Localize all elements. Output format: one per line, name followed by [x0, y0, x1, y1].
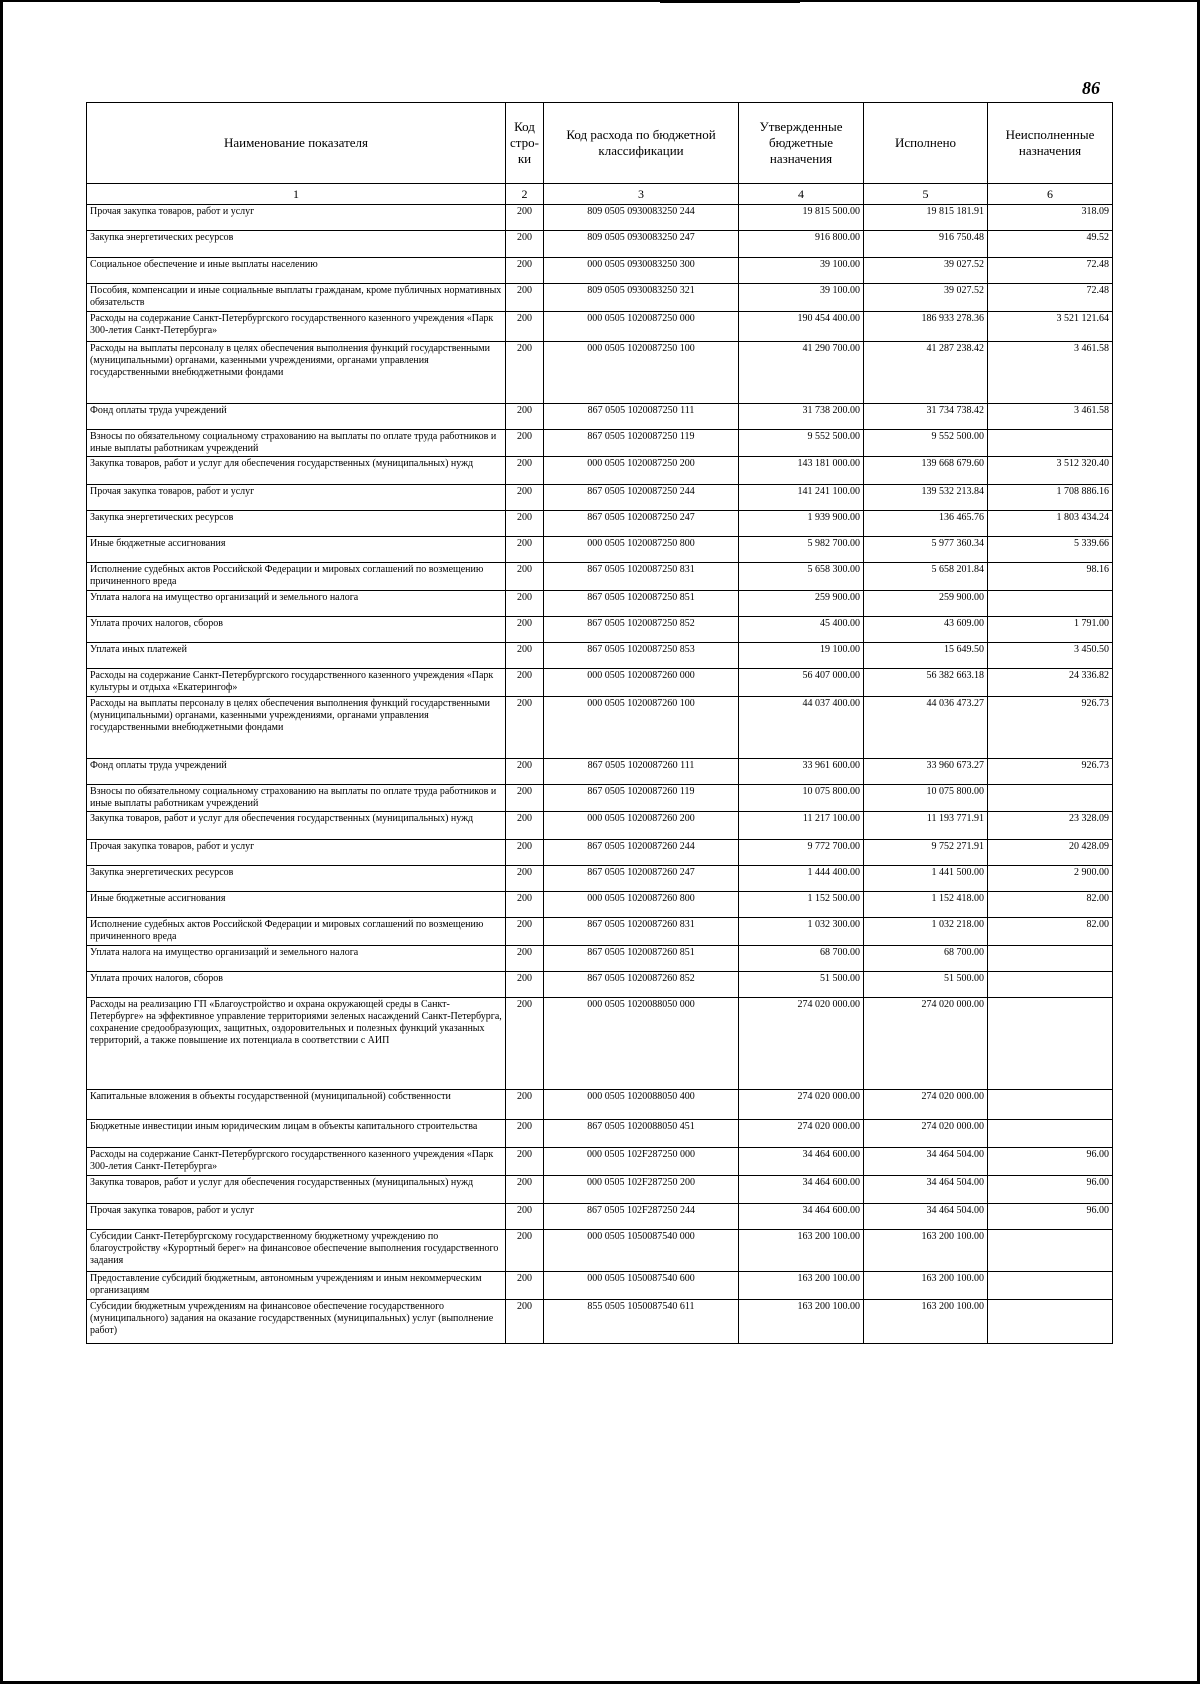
row-executed: 41 287 238.42	[864, 342, 988, 404]
table-row	[87, 643, 1113, 669]
row-line-code: 200	[506, 258, 544, 284]
row-executed: 9 752 271.91	[864, 840, 988, 866]
header-approved: Утвержденные бюджетные назначения	[739, 103, 864, 184]
row-name: Субсидии бюджетным учреждениям на финансовое обеспечение государственного (муниципального) задания на оказание государственных (муниципальных) услуг (выполнение работ)	[87, 1300, 506, 1344]
row-line-code: 200	[506, 1120, 544, 1148]
row-line-code: 200	[506, 759, 544, 785]
row-unexecuted: 1 803 434.24	[988, 511, 1113, 537]
row-expense-code: 000 0505 1020087250 000	[544, 312, 739, 342]
row-approved: 39 100.00	[739, 284, 864, 312]
header-row	[87, 103, 1113, 184]
row-unexecuted	[988, 591, 1113, 617]
table-row	[87, 258, 1113, 284]
row-executed: 1 152 418.00	[864, 892, 988, 918]
row-expense-code: 000 0505 1020087250 100	[544, 342, 739, 404]
row-expense-code: 000 0505 102F287250 000	[544, 1148, 739, 1176]
row-expense-code: 867 0505 1020087250 244	[544, 485, 739, 511]
row-line-code: 200	[506, 1148, 544, 1176]
row-executed: 163 200 100.00	[864, 1230, 988, 1272]
row-approved: 45 400.00	[739, 617, 864, 643]
row-executed: 31 734 738.42	[864, 404, 988, 430]
header-expense-code: Код расхода по бюджетной классификации	[544, 103, 739, 184]
row-name: Капитальные вложения в объекты государственной (муниципальной) собственности	[87, 1090, 506, 1120]
row-executed: 136 465.76	[864, 511, 988, 537]
row-executed: 56 382 663.18	[864, 669, 988, 697]
row-line-code: 200	[506, 1272, 544, 1300]
row-unexecuted	[988, 785, 1113, 812]
row-expense-code: 000 0505 102F287250 200	[544, 1176, 739, 1204]
table-row	[87, 617, 1113, 643]
row-name: Социальное обеспечение и иные выплаты населению	[87, 258, 506, 284]
row-unexecuted: 96.00	[988, 1204, 1113, 1230]
row-executed: 39 027.52	[864, 258, 988, 284]
row-approved: 31 738 200.00	[739, 404, 864, 430]
row-executed: 51 500.00	[864, 972, 988, 998]
row-executed: 34 464 504.00	[864, 1148, 988, 1176]
row-name: Закупка товаров, работ и услуг для обеспечения государственных (муниципальных) нужд	[87, 1176, 506, 1204]
scan-top-edge	[0, 0, 1200, 2]
table-row	[87, 669, 1113, 697]
column-number-row	[87, 184, 1113, 205]
row-line-code: 200	[506, 231, 544, 258]
row-approved: 34 464 600.00	[739, 1204, 864, 1230]
row-executed: 10 075 800.00	[864, 785, 988, 812]
row-approved: 68 700.00	[739, 946, 864, 972]
row-unexecuted	[988, 430, 1113, 457]
table-row	[87, 485, 1113, 511]
table-row	[87, 511, 1113, 537]
row-name: Закупка энергетических ресурсов	[87, 511, 506, 537]
row-executed: 33 960 673.27	[864, 759, 988, 785]
table-row	[87, 312, 1113, 342]
row-line-code: 200	[506, 1230, 544, 1272]
row-approved: 259 900.00	[739, 591, 864, 617]
row-expense-code: 867 0505 1020087260 111	[544, 759, 739, 785]
row-line-code: 200	[506, 591, 544, 617]
table-row	[87, 1148, 1113, 1176]
row-unexecuted: 98.16	[988, 563, 1113, 591]
row-expense-code: 867 0505 1020087250 119	[544, 430, 739, 457]
row-approved: 1 444 400.00	[739, 866, 864, 892]
row-expense-code: 000 0505 1020087250 800	[544, 537, 739, 563]
row-name: Фонд оплаты труда учреждений	[87, 759, 506, 785]
row-line-code: 200	[506, 457, 544, 485]
row-executed: 19 815 181.91	[864, 205, 988, 231]
budget-execution-table	[86, 102, 1113, 1344]
row-unexecuted: 24 336.82	[988, 669, 1113, 697]
row-expense-code: 000 0505 1020087260 200	[544, 812, 739, 840]
row-approved: 163 200 100.00	[739, 1272, 864, 1300]
row-executed: 1 032 218.00	[864, 918, 988, 946]
row-executed: 43 609.00	[864, 617, 988, 643]
row-unexecuted: 3 521 121.64	[988, 312, 1113, 342]
row-unexecuted	[988, 1230, 1113, 1272]
row-executed: 274 020 000.00	[864, 1120, 988, 1148]
scan-left-edge	[0, 0, 3, 1684]
row-line-code: 200	[506, 537, 544, 563]
row-unexecuted: 1 791.00	[988, 617, 1113, 643]
row-unexecuted: 3 461.58	[988, 342, 1113, 404]
row-line-code: 200	[506, 1090, 544, 1120]
row-unexecuted	[988, 998, 1113, 1090]
row-executed: 39 027.52	[864, 284, 988, 312]
scan-top-mark	[660, 0, 800, 3]
row-name: Прочая закупка товаров, работ и услуг	[87, 1204, 506, 1230]
row-unexecuted	[988, 1272, 1113, 1300]
row-approved: 19 100.00	[739, 643, 864, 669]
row-name: Уплата прочих налогов, сборов	[87, 617, 506, 643]
column-number: 6	[988, 184, 1113, 205]
row-expense-code: 000 0505 1020087260 100	[544, 697, 739, 759]
row-executed: 34 464 504.00	[864, 1176, 988, 1204]
row-approved: 33 961 600.00	[739, 759, 864, 785]
row-approved: 5 658 300.00	[739, 563, 864, 591]
table-row	[87, 866, 1113, 892]
row-name: Закупка энергетических ресурсов	[87, 866, 506, 892]
row-executed: 44 036 473.27	[864, 697, 988, 759]
row-unexecuted	[988, 1300, 1113, 1344]
row-expense-code: 809 0505 0930083250 321	[544, 284, 739, 312]
row-name: Уплата иных платежей	[87, 643, 506, 669]
row-approved: 163 200 100.00	[739, 1300, 864, 1344]
table-body	[87, 205, 1113, 1344]
row-line-code: 200	[506, 485, 544, 511]
row-line-code: 200	[506, 946, 544, 972]
row-approved: 274 020 000.00	[739, 1120, 864, 1148]
row-executed: 5 658 201.84	[864, 563, 988, 591]
row-executed: 186 933 278.36	[864, 312, 988, 342]
row-executed: 139 668 679.60	[864, 457, 988, 485]
table-row	[87, 1230, 1113, 1272]
row-name: Взносы по обязательному социальному страхованию на выплаты по оплате труда работников и иные выплаты работникам учреждений	[87, 430, 506, 457]
row-line-code: 200	[506, 785, 544, 812]
row-unexecuted: 96.00	[988, 1176, 1113, 1204]
row-expense-code: 867 0505 1020087250 853	[544, 643, 739, 669]
table-row	[87, 430, 1113, 457]
row-unexecuted: 2 900.00	[988, 866, 1113, 892]
row-unexecuted: 3 461.58	[988, 404, 1113, 430]
row-name: Расходы на содержание Санкт-Петербургского государственного казенного учреждения «Парк культуры и отдыха «Екатерингоф»	[87, 669, 506, 697]
table-row	[87, 1090, 1113, 1120]
table-row	[87, 1272, 1113, 1300]
row-approved: 274 020 000.00	[739, 998, 864, 1090]
row-approved: 1 152 500.00	[739, 892, 864, 918]
row-expense-code: 809 0505 0930083250 244	[544, 205, 739, 231]
row-unexecuted: 926.73	[988, 697, 1113, 759]
row-executed: 1 441 500.00	[864, 866, 988, 892]
row-executed: 11 193 771.91	[864, 812, 988, 840]
row-line-code: 200	[506, 669, 544, 697]
row-line-code: 200	[506, 1204, 544, 1230]
row-executed: 163 200 100.00	[864, 1272, 988, 1300]
row-approved: 163 200 100.00	[739, 1230, 864, 1272]
row-unexecuted: 3 512 320.40	[988, 457, 1113, 485]
row-approved: 9 772 700.00	[739, 840, 864, 866]
row-executed: 259 900.00	[864, 591, 988, 617]
row-unexecuted: 20 428.09	[988, 840, 1113, 866]
row-line-code: 200	[506, 1300, 544, 1344]
table-row	[87, 591, 1113, 617]
table-row	[87, 563, 1113, 591]
row-unexecuted: 96.00	[988, 1148, 1113, 1176]
row-executed: 5 977 360.34	[864, 537, 988, 563]
row-approved: 190 454 400.00	[739, 312, 864, 342]
table-row	[87, 840, 1113, 866]
row-name: Прочая закупка товаров, работ и услуг	[87, 485, 506, 511]
table-row	[87, 918, 1113, 946]
row-line-code: 200	[506, 998, 544, 1090]
row-name: Закупка товаров, работ и услуг для обеспечения государственных (муниципальных) нужд	[87, 457, 506, 485]
row-executed: 163 200 100.00	[864, 1300, 988, 1344]
header-executed: Исполнено	[864, 103, 988, 184]
row-expense-code: 867 0505 1020087250 831	[544, 563, 739, 591]
row-line-code: 200	[506, 342, 544, 404]
row-expense-code: 867 0505 1020087260 831	[544, 918, 739, 946]
row-line-code: 200	[506, 697, 544, 759]
table-row	[87, 404, 1113, 430]
row-unexecuted: 82.00	[988, 892, 1113, 918]
row-unexecuted: 23 328.09	[988, 812, 1113, 840]
row-expense-code: 000 0505 0930083250 300	[544, 258, 739, 284]
row-name: Уплата прочих налогов, сборов	[87, 972, 506, 998]
row-line-code: 200	[506, 972, 544, 998]
row-executed: 274 020 000.00	[864, 1090, 988, 1120]
page-number: 86	[1082, 78, 1100, 98]
row-approved: 34 464 600.00	[739, 1176, 864, 1204]
row-executed: 9 552 500.00	[864, 430, 988, 457]
row-line-code: 200	[506, 404, 544, 430]
row-name: Прочая закупка товаров, работ и услуг	[87, 840, 506, 866]
table-row	[87, 537, 1113, 563]
row-approved: 274 020 000.00	[739, 1090, 864, 1120]
row-unexecuted: 49.52	[988, 231, 1113, 258]
row-name: Уплата налога на имущество организаций и земельного налога	[87, 591, 506, 617]
table-row	[87, 205, 1113, 231]
row-name: Исполнение судебных актов Российской Федерации и мировых соглашений по возмещению причиненного вреда	[87, 918, 506, 946]
row-name: Расходы на содержание Санкт-Петербургского государственного казенного учреждения «Парк 300-летия Санкт-Петербурга»	[87, 312, 506, 342]
row-line-code: 200	[506, 312, 544, 342]
row-name: Взносы по обязательному социальному страхованию на выплаты по оплате труда работников и иные выплаты работникам учреждений	[87, 785, 506, 812]
table-row	[87, 1120, 1113, 1148]
row-line-code: 200	[506, 812, 544, 840]
row-approved: 1 939 900.00	[739, 511, 864, 537]
row-line-code: 200	[506, 563, 544, 591]
row-expense-code: 000 0505 1020088050 400	[544, 1090, 739, 1120]
row-expense-code: 000 0505 1020088050 000	[544, 998, 739, 1090]
row-unexecuted	[988, 972, 1113, 998]
row-expense-code: 867 0505 1020087250 111	[544, 404, 739, 430]
row-line-code: 200	[506, 892, 544, 918]
row-approved: 10 075 800.00	[739, 785, 864, 812]
row-expense-code: 867 0505 1020087250 851	[544, 591, 739, 617]
column-number: 4	[739, 184, 864, 205]
header-line-code: Код стро-ки	[506, 103, 544, 184]
row-approved: 916 800.00	[739, 231, 864, 258]
row-name: Закупка товаров, работ и услуг для обеспечения государственных (муниципальных) нужд	[87, 812, 506, 840]
row-name: Расходы на содержание Санкт-Петербургского государственного казенного учреждения «Парк 300-летия Санкт-Петербурга»	[87, 1148, 506, 1176]
row-name: Иные бюджетные ассигнования	[87, 537, 506, 563]
row-expense-code: 855 0505 1050087540 611	[544, 1300, 739, 1344]
row-approved: 41 290 700.00	[739, 342, 864, 404]
row-approved: 34 464 600.00	[739, 1148, 864, 1176]
table-row	[87, 697, 1113, 759]
row-name: Фонд оплаты труда учреждений	[87, 404, 506, 430]
row-approved: 44 037 400.00	[739, 697, 864, 759]
row-unexecuted: 3 450.50	[988, 643, 1113, 669]
row-line-code: 200	[506, 1176, 544, 1204]
column-number: 3	[544, 184, 739, 205]
table-row	[87, 785, 1113, 812]
row-name: Предоставление субсидий бюджетным, автономным учреждениям и иным некоммерческим организациям	[87, 1272, 506, 1300]
header-unexecuted: Неисполненные назначения	[988, 103, 1113, 184]
table-row	[87, 1176, 1113, 1204]
row-line-code: 200	[506, 918, 544, 946]
row-unexecuted	[988, 946, 1113, 972]
row-expense-code: 000 0505 1020087260 800	[544, 892, 739, 918]
row-approved: 39 100.00	[739, 258, 864, 284]
row-unexecuted: 5 339.66	[988, 537, 1113, 563]
row-line-code: 200	[506, 840, 544, 866]
row-name: Закупка энергетических ресурсов	[87, 231, 506, 258]
row-expense-code: 809 0505 0930083250 247	[544, 231, 739, 258]
row-approved: 19 815 500.00	[739, 205, 864, 231]
row-expense-code: 000 0505 1050087540 000	[544, 1230, 739, 1272]
row-expense-code: 867 0505 1020087260 247	[544, 866, 739, 892]
row-expense-code: 000 0505 1020087260 000	[544, 669, 739, 697]
row-executed: 139 532 213.84	[864, 485, 988, 511]
row-line-code: 200	[506, 511, 544, 537]
row-approved: 51 500.00	[739, 972, 864, 998]
table-row	[87, 759, 1113, 785]
row-expense-code: 000 0505 1020087250 200	[544, 457, 739, 485]
column-number: 2	[506, 184, 544, 205]
row-approved: 1 032 300.00	[739, 918, 864, 946]
row-executed: 916 750.48	[864, 231, 988, 258]
column-number: 5	[864, 184, 988, 205]
table-row	[87, 284, 1113, 312]
table-row	[87, 1300, 1113, 1344]
row-name: Уплата налога на имущество организаций и земельного налога	[87, 946, 506, 972]
row-executed: 15 649.50	[864, 643, 988, 669]
row-unexecuted: 72.48	[988, 284, 1113, 312]
row-expense-code: 867 0505 1020088050 451	[544, 1120, 739, 1148]
table-row	[87, 231, 1113, 258]
row-line-code: 200	[506, 284, 544, 312]
row-name: Пособия, компенсации и иные социальные выплаты гражданам, кроме публичных нормативных обязательств	[87, 284, 506, 312]
row-name: Прочая закупка товаров, работ и услуг	[87, 205, 506, 231]
row-unexecuted: 82.00	[988, 918, 1113, 946]
row-unexecuted: 1 708 886.16	[988, 485, 1113, 511]
row-name: Расходы на выплаты персоналу в целях обеспечения выполнения функций государственными (муниципальными) органами, казенными учреждениями, органами управления государственными внебюджетными фондами	[87, 697, 506, 759]
row-name: Бюджетные инвестиции иным юридическим лицам в объекты капитального строительства	[87, 1120, 506, 1148]
row-expense-code: 867 0505 1020087250 852	[544, 617, 739, 643]
row-line-code: 200	[506, 643, 544, 669]
table-row	[87, 457, 1113, 485]
row-expense-code: 867 0505 1020087260 244	[544, 840, 739, 866]
table-row	[87, 998, 1113, 1090]
row-unexecuted: 926.73	[988, 759, 1113, 785]
row-executed: 274 020 000.00	[864, 998, 988, 1090]
row-approved: 9 552 500.00	[739, 430, 864, 457]
row-line-code: 200	[506, 866, 544, 892]
table-row	[87, 972, 1113, 998]
row-expense-code: 867 0505 1020087260 119	[544, 785, 739, 812]
row-executed: 68 700.00	[864, 946, 988, 972]
table-row	[87, 1204, 1113, 1230]
row-approved: 11 217 100.00	[739, 812, 864, 840]
row-line-code: 200	[506, 205, 544, 231]
row-unexecuted: 318.09	[988, 205, 1113, 231]
row-executed: 34 464 504.00	[864, 1204, 988, 1230]
row-expense-code: 867 0505 1020087260 852	[544, 972, 739, 998]
row-unexecuted	[988, 1090, 1113, 1120]
table-row	[87, 342, 1113, 404]
row-expense-code: 867 0505 102F287250 244	[544, 1204, 739, 1230]
table-row	[87, 892, 1113, 918]
row-unexecuted: 72.48	[988, 258, 1113, 284]
table-row	[87, 812, 1113, 840]
row-unexecuted	[988, 1120, 1113, 1148]
row-name: Расходы на реализацию ГП «Благоустройство и охрана окружающей среды в Санкт-Петербурге» на эффективное управление территориями зеленых насаждений Санкт-Петербурга, сохранение средообразующих, защитных, оздоровительных и полезных функций указанных территорий, а также повышение их потенциала в соответствии с АИП	[87, 998, 506, 1090]
row-approved: 141 241 100.00	[739, 485, 864, 511]
row-approved: 143 181 000.00	[739, 457, 864, 485]
row-expense-code: 000 0505 1050087540 600	[544, 1272, 739, 1300]
row-name: Расходы на выплаты персоналу в целях обеспечения выполнения функций государственными (муниципальными) органами, казенными учреждениями, органами управления государственными внебюджетными фондами	[87, 342, 506, 404]
column-number: 1	[87, 184, 506, 205]
row-expense-code: 867 0505 1020087250 247	[544, 511, 739, 537]
row-line-code: 200	[506, 430, 544, 457]
row-line-code: 200	[506, 617, 544, 643]
header-indicator-name: Наименование показателя	[87, 103, 506, 184]
row-name: Иные бюджетные ассигнования	[87, 892, 506, 918]
row-expense-code: 867 0505 1020087260 851	[544, 946, 739, 972]
row-approved: 56 407 000.00	[739, 669, 864, 697]
row-name: Исполнение судебных актов Российской Федерации и мировых соглашений по возмещению причиненного вреда	[87, 563, 506, 591]
row-name: Субсидии Санкт-Петербургскому государственному бюджетному учреждению по благоустройству «Курортный берег» на финансовое обеспечение выполнения государственного задания	[87, 1230, 506, 1272]
table-row	[87, 946, 1113, 972]
row-approved: 5 982 700.00	[739, 537, 864, 563]
